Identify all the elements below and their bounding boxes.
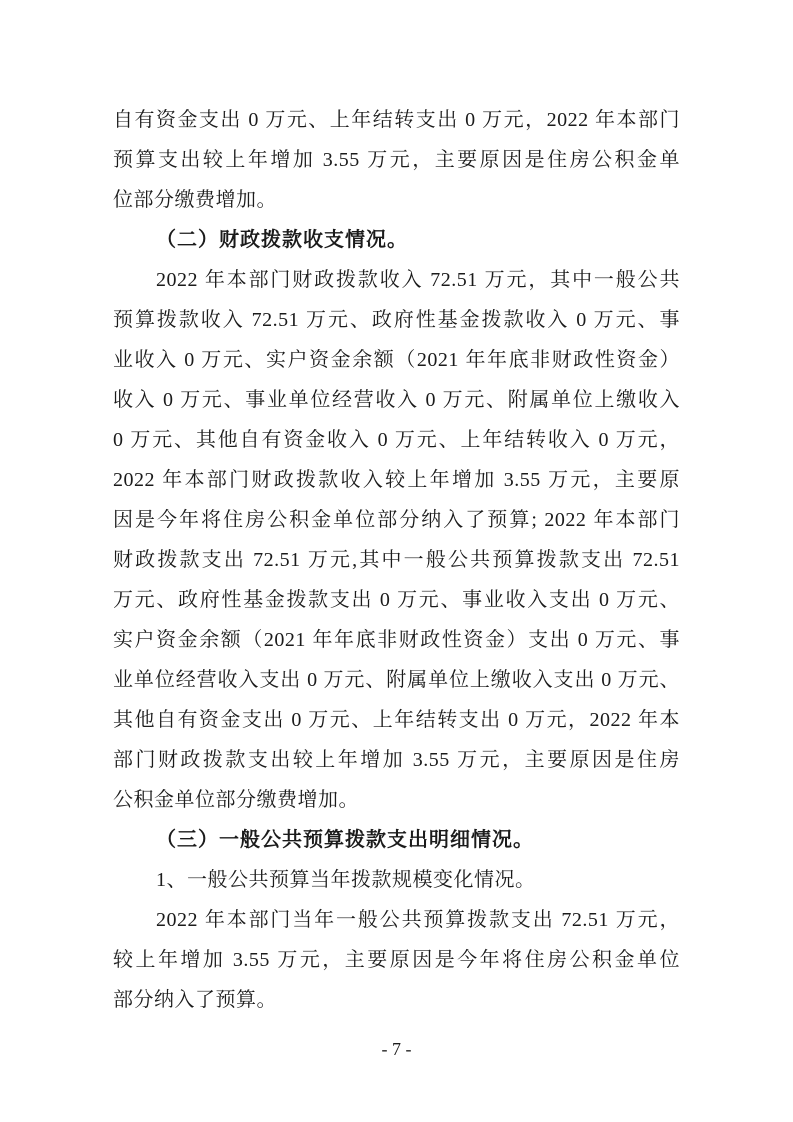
text-line: 2022 年本部门当年一般公共预算拨款支出 72.51 万元， — [156, 909, 680, 931]
text-line: 财政拨款支出 72.51 万元,其中一般公共预算拨款支出 72.51 — [113, 549, 680, 571]
text-line: 业单位经营收入支出 0 万元、附属单位上缴收入支出 0 万元、 — [113, 669, 680, 691]
text-line: 预算拨款收入 72.51 万元、政府性基金拨款收入 0 万元、事 — [113, 309, 680, 331]
page-number: - 7 - — [381, 1039, 412, 1059]
text-line: 收入 0 万元、事业单位经营收入 0 万元、附属单位上缴收入 — [113, 389, 680, 411]
text-line: 其他自有资金支出 0 万元、上年结转支出 0 万元，2022 年本 — [113, 709, 680, 731]
text-line: 部门财政拨款支出较上年增加 3.55 万元，主要原因是住房 — [113, 749, 680, 771]
text-line: 预算支出较上年增加 3.55 万元，主要原因是住房公积金单 — [113, 149, 680, 171]
text-line: 2022 年本部门财政拨款收入 72.51 万元，其中一般公共 — [156, 269, 680, 291]
text-line: 2022 年本部门财政拨款收入较上年增加 3.55 万元，主要原 — [113, 469, 680, 491]
text-line: 自有资金支出 0 万元、上年结转支出 0 万元，2022 年本部门 — [113, 109, 680, 131]
document-body — [113, 100, 680, 1020]
section-heading-fiscal-appropriation: （二）财政拨款收支情况。 — [156, 229, 408, 251]
text-line: 万元、政府性基金拨款支出 0 万元、事业收入支出 0 万元、 — [113, 589, 680, 611]
text-line: 业收入 0 万元、实户资金余额（2021 年年底非财政性资金） — [113, 349, 680, 371]
text-line: 较上年增加 3.55 万元，主要原因是今年将住房公积金单位 — [113, 949, 680, 971]
text-line: 实户资金余额（2021 年年底非财政性资金）支出 0 万元、事 — [113, 629, 680, 651]
text-line: 因是今年将住房公积金单位部分纳入了预算; 2022 年本部门 — [113, 509, 680, 531]
text-line: 0 万元、其他自有资金收入 0 万元、上年结转收入 0 万元， — [113, 429, 680, 451]
section-heading-budget-expense-detail: （三）一般公共预算拨款支出明细情况。 — [156, 829, 534, 851]
text-line: 公积金单位部分缴费增加。 — [113, 789, 359, 811]
text-line: 1、一般公共预算当年拨款规模变化情况。 — [156, 869, 536, 891]
text-line: 部分纳入了预算。 — [113, 989, 277, 1011]
text-line: 位部分缴费增加。 — [113, 189, 277, 211]
page-footer — [0, 1036, 793, 1062]
